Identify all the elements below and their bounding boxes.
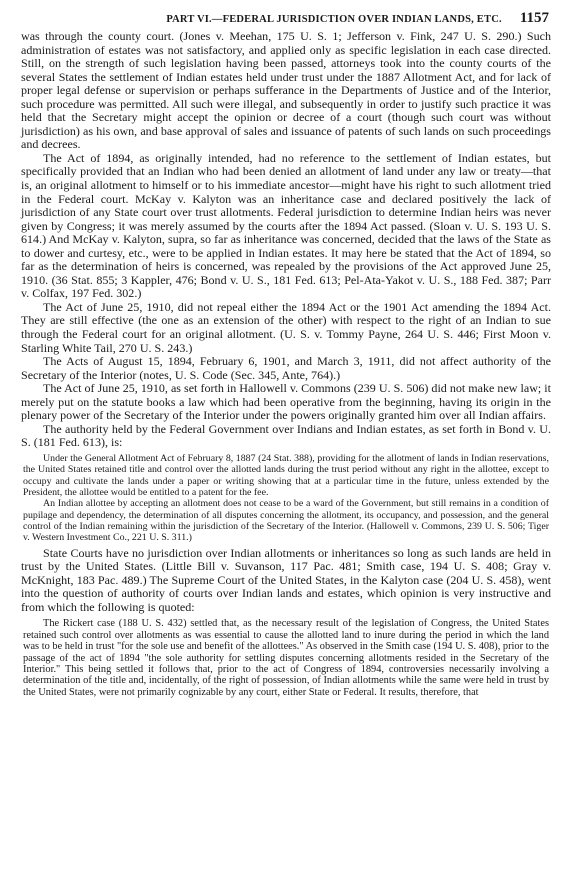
paragraph-authority: The authority held by the Federal Government over Indians and Indian estates, as set forth in Bond v. U. S. (181 Fed. 613), is: xyxy=(21,421,551,450)
block-quote-kalyton xyxy=(23,618,549,698)
paragraph-act-1894: The Act of 1894, as originally intended, had no reference to the settlement of Indian estates, but specifically provided that an Indian who had been denied an allotment of land under any law or treaty—that is, an original allotment to himself or to his immediate ancestor—might have his right to such allotment tried in the Federal court. McKay v. Kalyton was an inheritance case and declared positively the lack of jurisdiction of any State court over trust allotments. Federal jurisdiction to determine Indian heirs was never given by Congress; it was merely assumed by the courts after the 1894 Act passed. (Sloan v. U. S. 193 U. S. 614.) And McKay v. Kalyton, supra, so far as inheritance was concerned, decided that the laws of the State as to dower and curtesy, etc., were to be applied in Indian estates. It may here be stated that the Act of 1894, so far as the determination of heirs is concerned, was repealed by the provisions of the Act approved June 25, 1910. (36 Stat. 855; 3 Kappler, 476; Bond v. U. S., 181 Fed. 613; Pel-Ata-Yakot v. U. S., 188 Fed. 387; Parr v. Colfax, 197 Fed. 302.) xyxy=(21,150,551,301)
quote-paragraph: An Indian allottee by accepting an allotment does not cease to be a ward of the Government, but still remains in a condition of pupilage and dependency, the determination of all disputes concerning the allotment, its occupancy, and possession, and the general control of the Indian remaining within the jurisdiction of the Secretary of the Interior. (Hallowell v. Commons, 239 U. S. 506; Tiger v. Western Investment Co., 221 U. S. 311.) xyxy=(23,498,549,544)
paragraph-state-courts: State Courts have no jurisdiction over Indian allotments or inheritances so long as such lands are held in trust by the United States. (Little Bill v. Suvanson, 117 Pac. 481; Smith case, 194 U. S. 408; Gray v. McKnight, 183 Pac. 489.) The Supreme Court of the United States, in the Kalyton case (204 U. S. 458), went into the question of authority of courts over Indian lands and estates, which opinion is very instructive and from which the following is quoted: xyxy=(21,545,551,614)
running-head: PART VI.—FEDERAL JURISDICTION OVER INDIAN LANDS, ETC. xyxy=(166,14,502,25)
paragraph-acts-affect: The Acts of August 15, 1894, February 6, 1901, and March 3, 1911, did not affect authority of the Secretary of the Interior (notes, U. S. Code (Sec. 345, Ante, 764).) xyxy=(21,354,551,382)
quote-paragraph: The Rickert case (188 U. S. 432) settled that, as the necessary result of the legislation of Congress, the United States retained such control over allotments as was essential to cause the allotted land to inure during the period in which the land was to be held in trust "for the sole use and benefit of the allottees." As observed in the Smith case (194 U. S. 408), prior to the passage of the act of 1894 "the sole authority for settling disputes concerning allotments resided in the Secretary of the Interior." This being settled it follows that, prior to the act of Congress of 1894, controversies necessarily involving a determination of the title and, incidentally, of the right of possession, of Indian allotments while the same were held in trust by the United States, were not primarily cognizable by any court, either State or Federal. It results, therefore, that xyxy=(23,618,549,698)
block-quote-bond xyxy=(23,453,549,544)
paragraph-act-1910: The Act of June 25, 1910, did not repeal either the 1894 Act or the 1901 Act amending the 1894 Act. They are still effective (the one as an extension of the other) with respect to the right of an Indian to sue through the Federal court for an original allotment. (U. S. v. Tommy Payne, 264 U. S. 446; First Moon v. Starling White Tail, 270 U. S. 243.) xyxy=(21,299,551,355)
body-text xyxy=(21,30,551,698)
paragraph-continued: was through the county court. (Jones v. Meehan, 175 U. S. 1; Jefferson v. Fink, 247 U. S. 290.) Such administration of estates was not satisfactory, and applied only as specific legislation in each case directed. Still, on the strength of such legislation having been passed, attorneys took into the county courts of the several States the settlement of Indian estates held under trust under the 1887 Allotment Act, and for lack of proper legal defense or supervision or perhaps sufferance in the Departments of Justice and of the Interior, such procedure was permitted. All such were illegal, and subsequently in order to justify such practice it was held that the Secretary might accept the opinion or decree of a court (though such court was without jurisdiction) as his own, and base approval of sales and issuance of patents of such lands on such proceedings and decrees. xyxy=(21,29,551,152)
page-number: 1157 xyxy=(519,10,549,26)
paragraph-hallowell: The Act of June 25, 1910, as set forth in Hallowell v. Commons (239 U. S. 506) did not make new law; it merely put on the statute books a law which had been operative from the beginning, having its origin in the plenary power of the Secretary of the Interior under the powers originally granted him over all Indian affairs. xyxy=(21,381,551,423)
quote-paragraph: Under the General Allotment Act of February 8, 1887 (24 Stat. 388), providing for the allotment of lands in Indian reservations, the United States retained title and control over the allotted lands during the trust period without any right in the allottee, except to occupy and cultivate the lands under a paper or writing showing that at a particular time in the future, unless extended by the President, the allottee would be entitled to a patent for the fee. xyxy=(23,452,549,498)
page-header xyxy=(21,10,551,27)
